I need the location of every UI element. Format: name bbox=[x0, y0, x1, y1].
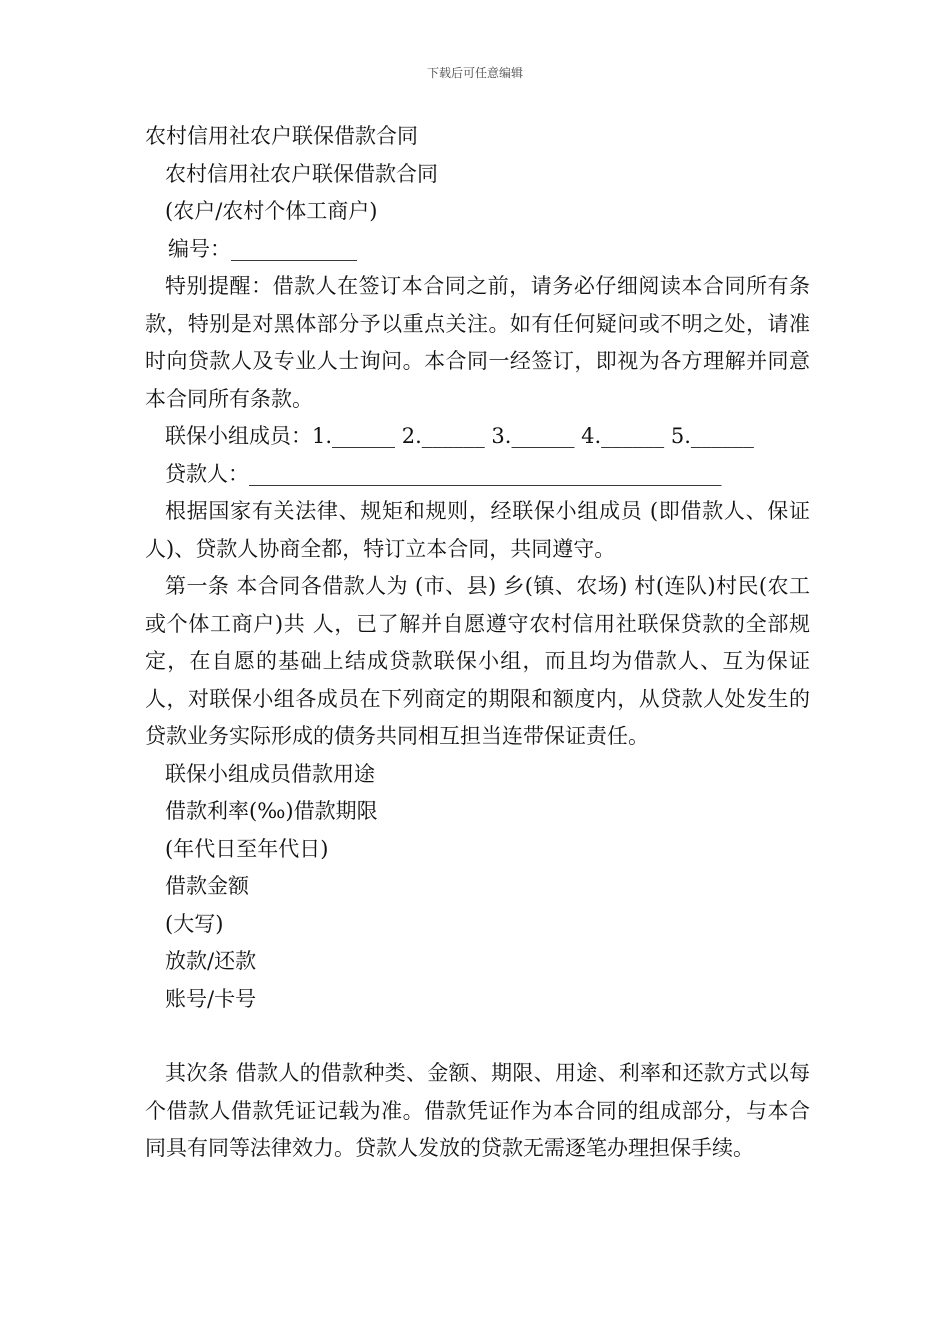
special-reminder-paragraph: 特别提醒：借款人在签订本合同之前，请务必仔细阅读本合同所有条款，特别是对黑体部分予以重点关注。如有任何疑问或不明之处，请准时向贷款人及专业人士询问。本合同一经签订，即视为各方理解并同意本合同所有条款。 bbox=[145, 274, 810, 411]
table-line: (大写) bbox=[165, 911, 224, 936]
contract-subtitle: (农户/农村个体工商户) bbox=[165, 199, 378, 223]
basis-paragraph: 根据国家有关法律、规矩和规则，经联保小组成员 (即借款人、保证人)、贷款人协商全都，特订立本合同，共同遵守。 bbox=[145, 499, 810, 561]
table-line: 放款/还款 bbox=[165, 949, 257, 973]
table-line: 借款金额 bbox=[165, 874, 249, 898]
table-line: (年代日至年代日) bbox=[165, 836, 329, 861]
header-note: 下载后可任意编辑 bbox=[426, 66, 523, 80]
lender-line: 贷款人：_____________________________________________ bbox=[165, 461, 722, 486]
spacer bbox=[145, 1018, 810, 1055]
table-line: 联保小组成员借款用途 bbox=[165, 761, 375, 786]
table-line: 账号/卡号 bbox=[165, 986, 257, 1011]
article-2-paragraph: 其次条 借款人的借款种类、金额、期限、用途、利率和还款方式以每个借款人借款凭证记载为准。借款凭证作为本合同的组成部分，与本合同具有同等法律效力。贷款人发放的贷款无需逐笔办理担保手续。 bbox=[145, 1061, 810, 1160]
article-1-paragraph: 第一条 本合同各借款人为 (市、县) 乡(镇、农场) 村(连队)村民(农工或个体工商户)共 人，已了解并自愿遵守农村信用社联保贷款的全部规定，在自愿的基础上结成贷款联保小组，而且均为借款人、互为保证人，对联保小组各成员在下列商定的期限和额度内，从贷款人处发生的贷款业务实际形成的债务共同相互担当连带保证责任。 bbox=[145, 574, 810, 748]
document-body bbox=[145, 118, 810, 1168]
table-line: 借款利率(‰)借款期限 bbox=[165, 799, 378, 823]
serial-number-line: 编号：____________ bbox=[168, 236, 357, 261]
contract-title: 农村信用社农户联保借款合同 bbox=[165, 161, 438, 186]
guarantee-group-members-line: 联保小组成员：1.______ 2.______ 3.______ 4.______ 5.______ bbox=[165, 424, 754, 448]
document-title: 农村信用社农户联保借款合同 bbox=[145, 124, 418, 148]
